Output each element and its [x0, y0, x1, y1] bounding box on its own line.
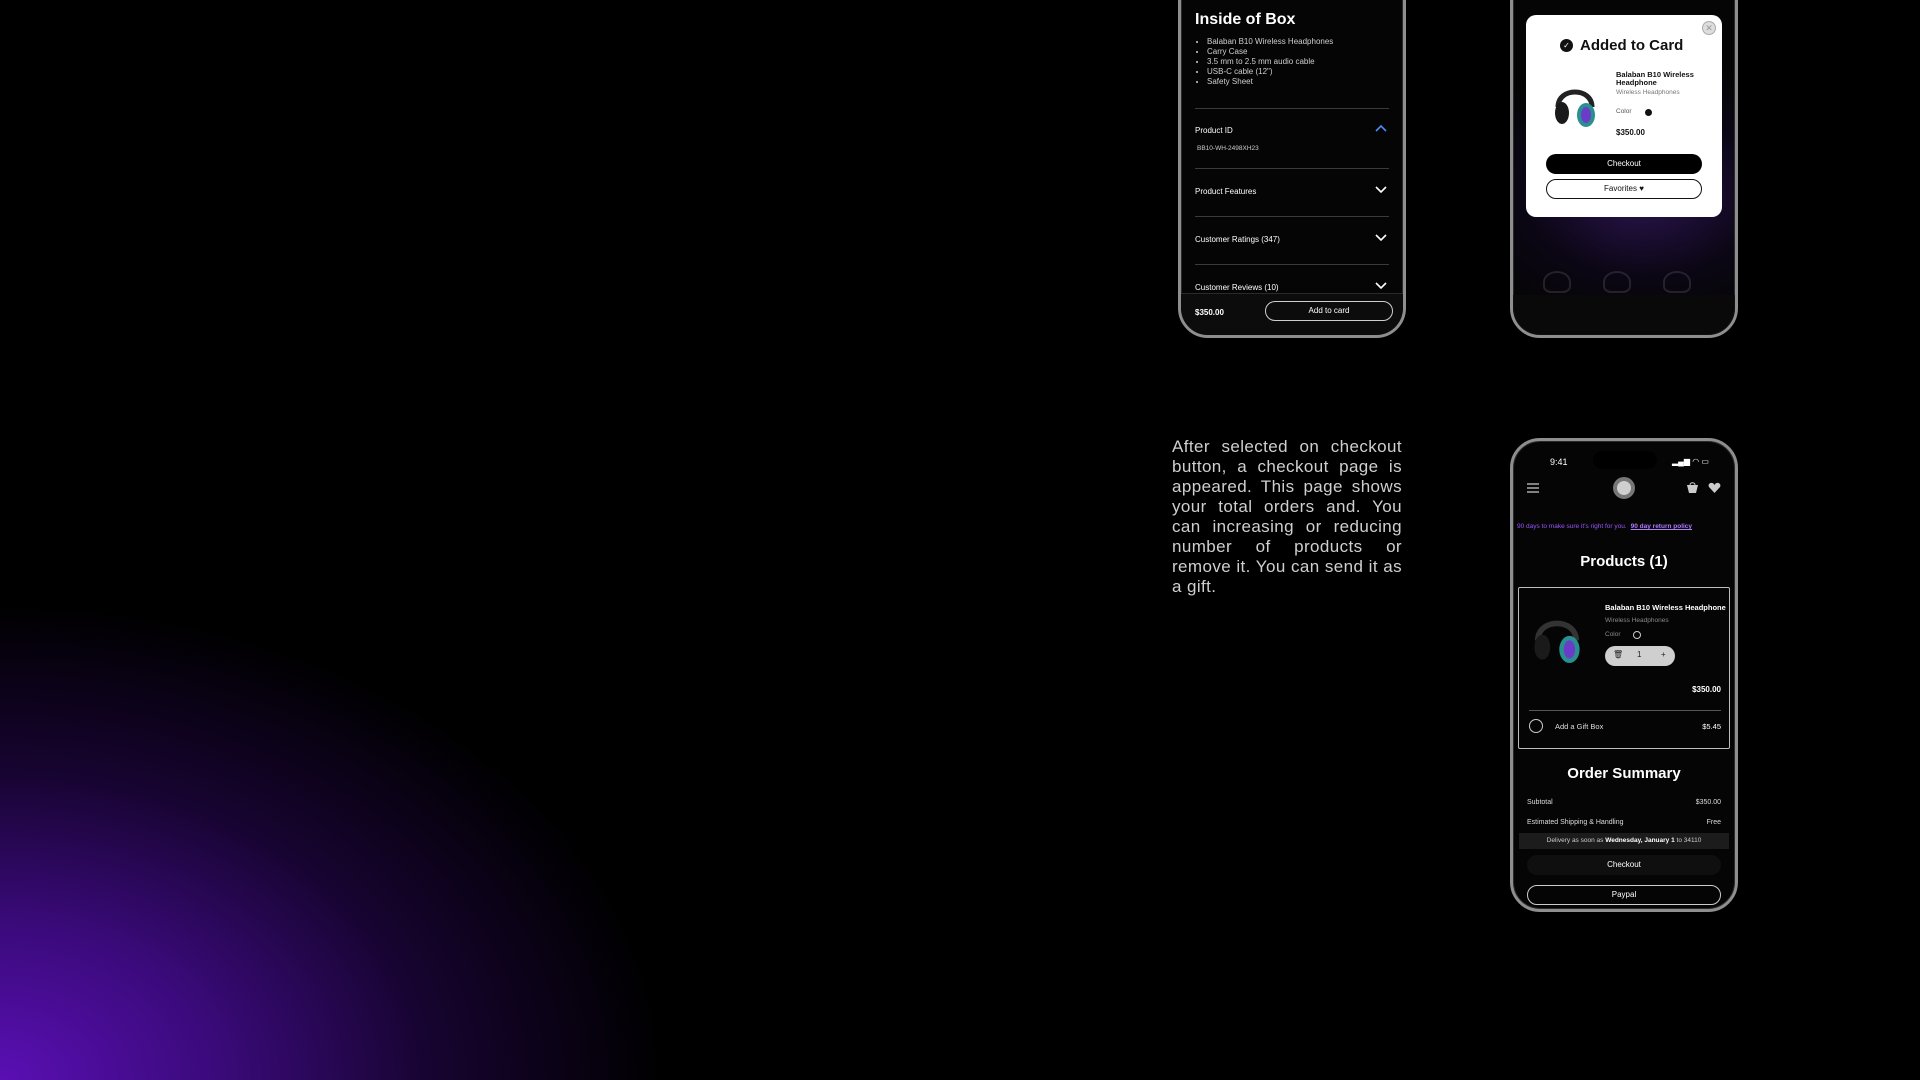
phone-product-details	[1178, 0, 1406, 338]
modal-title: Added to Card	[1580, 37, 1684, 54]
accordion-product-id[interactable]	[1195, 108, 1389, 168]
color-swatch[interactable]	[1633, 631, 1641, 639]
chevron-down-icon[interactable]	[1375, 186, 1387, 194]
product-card	[1518, 587, 1730, 749]
gift-box-price: $5.45	[1702, 722, 1721, 731]
status-icons: ▂▄▆ ◠ ▭	[1672, 457, 1709, 466]
accordion-label: Product Features	[1195, 187, 1257, 196]
promo-text: 90 days to make sure it's right for you.	[1517, 523, 1627, 530]
subtotal-value: $350.00	[1695, 799, 1721, 806]
product-name: Balaban B10 Wireless Headphone	[1616, 70, 1694, 87]
blurred-footer	[1513, 295, 1735, 335]
checkout-button[interactable]: Checkout	[1546, 154, 1702, 174]
order-summary-title: Order Summary	[1567, 765, 1681, 782]
product-subtitle: Wireless Headphones	[1605, 617, 1669, 624]
close-icon[interactable]: ✕	[1702, 21, 1716, 35]
plus-icon[interactable]: +	[1661, 650, 1666, 659]
paypal-button[interactable]: Paypal	[1527, 885, 1721, 905]
delivery-suffix: to 34110	[1676, 837, 1702, 844]
divider	[1529, 710, 1721, 711]
products-title: Products (1)	[1580, 553, 1668, 570]
phone-checkout	[1510, 438, 1738, 912]
chevron-down-icon[interactable]	[1375, 282, 1387, 290]
chevron-down-icon[interactable]	[1375, 234, 1387, 242]
box-items-list	[1195, 37, 1389, 87]
color-label: Color	[1616, 108, 1632, 115]
add-to-cart-button[interactable]: Add to card	[1265, 301, 1393, 321]
product-name: Balaban B10 Wireless Headphone	[1605, 603, 1726, 612]
subtotal-row	[1527, 799, 1721, 806]
logo-icon[interactable]	[1613, 477, 1635, 499]
delivery-banner	[1519, 833, 1729, 849]
added-to-cart-modal	[1526, 15, 1722, 217]
menu-icon[interactable]	[1527, 483, 1539, 493]
phone-added-to-cart	[1510, 0, 1738, 338]
cart-icon[interactable]	[1686, 481, 1699, 494]
chevron-up-icon[interactable]	[1375, 124, 1387, 132]
box-item: • Balaban B10 Wireless Headphones	[1207, 37, 1389, 47]
favorites-button[interactable]	[1546, 179, 1702, 199]
headphone-image	[1531, 606, 1583, 668]
price: $350.00	[1195, 308, 1224, 317]
delivery-prefix: Delivery as soon as	[1546, 837, 1604, 844]
box-item: • Safety Sheet	[1207, 77, 1389, 87]
quantity-stepper	[1605, 646, 1675, 666]
blurred-background	[1523, 263, 1725, 299]
add-to-cart-bar	[1181, 293, 1403, 335]
product-price: $350.00	[1616, 128, 1645, 137]
shipping-row	[1527, 819, 1721, 826]
color-label: Color	[1605, 631, 1621, 638]
delivery-date: Wednesday, January 1	[1605, 837, 1675, 844]
heart-icon: ♥	[1639, 184, 1644, 193]
return-policy-link[interactable]: 90 day return policy	[1630, 523, 1693, 530]
headphone-image	[1552, 77, 1598, 131]
heart-icon[interactable]	[1708, 481, 1721, 494]
accordion-label: Customer Ratings (347)	[1195, 235, 1280, 244]
box-item: • 3.5 mm to 2.5 mm audio cable	[1207, 57, 1389, 67]
box-item: • Carry Case	[1207, 47, 1389, 57]
checkout-description: After selected on checkout button, a checkout page is appeared. This page shows your total orders and. You can increasing or reducing number of products or remove it. You can send it as a gift.	[1172, 437, 1402, 596]
accordion-label: Customer Reviews (10)	[1195, 283, 1279, 292]
gift-box-radio[interactable]	[1529, 719, 1543, 733]
checkout-button[interactable]: Checkout	[1527, 855, 1721, 875]
box-item: • USB-C cable (12")	[1207, 67, 1389, 77]
return-policy-banner	[1517, 523, 1692, 530]
gift-box-label: Add a Gift Box	[1555, 722, 1604, 731]
shipping-label: Estimated Shipping & Handling	[1527, 819, 1624, 826]
inside-box-title: Inside of Box	[1195, 11, 1296, 28]
accordion-label: Product ID	[1195, 126, 1233, 135]
color-swatch[interactable]	[1645, 109, 1652, 116]
shipping-value: Free	[1706, 819, 1721, 826]
trash-icon[interactable]: 🗑	[1613, 650, 1624, 659]
quantity-value: 1	[1637, 650, 1642, 659]
accordion-product-features[interactable]	[1195, 168, 1389, 216]
product-subtitle: Wireless Headphones	[1616, 89, 1680, 96]
dynamic-island	[1593, 451, 1657, 469]
subtotal-label: Subtotal	[1527, 799, 1553, 806]
check-circle-icon: ✓	[1560, 39, 1573, 52]
accordion-customer-ratings[interactable]	[1195, 216, 1389, 264]
status-time: 9:41	[1550, 457, 1568, 467]
product-price: $350.00	[1692, 685, 1721, 694]
product-id-value: BB10-WH-2498XH23	[1197, 145, 1259, 152]
favorites-label: Favorites	[1604, 184, 1637, 193]
